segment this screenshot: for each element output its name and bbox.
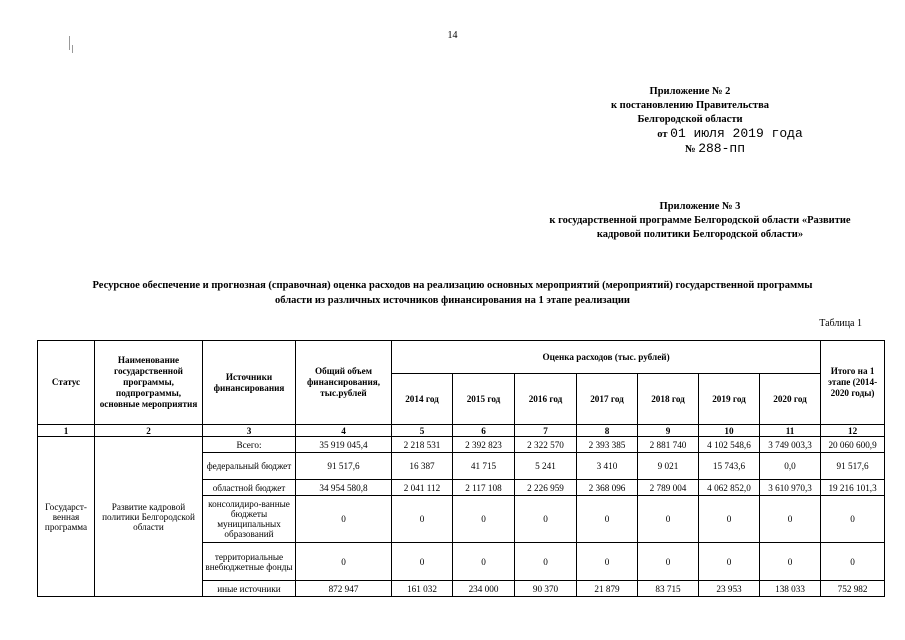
year-cell: 16 387 — [392, 453, 453, 480]
year-cell: 0 — [392, 543, 453, 581]
appendix-2-line2: к постановлению Правительства — [610, 100, 770, 111]
appendix-3-line3: кадровой политики Белгородской области» — [596, 229, 804, 240]
header-sources: Источники финансирования — [203, 341, 296, 425]
date-prefix: от — [657, 129, 668, 140]
year-cell: 4 062 852,0 — [699, 480, 760, 496]
year-cell: 0 — [638, 496, 699, 543]
year-cell: 2 117 108 — [453, 480, 515, 496]
year-cell: 2 393 385 — [577, 437, 638, 453]
col-number: 11 — [760, 425, 821, 437]
number-value: 288-пп — [698, 141, 745, 156]
header-status: Статус — [38, 341, 95, 425]
year-cell: 138 033 — [760, 581, 821, 597]
year-cell: 0 — [760, 496, 821, 543]
table-label: Таблица 1 — [819, 318, 862, 329]
year-cell: 2 218 531 — [392, 437, 453, 453]
year-cell: 0 — [577, 496, 638, 543]
stage-total-cell: 20 060 600,9 — [821, 437, 885, 453]
year-cell: 2 881 740 — [638, 437, 699, 453]
header-year: 2016 год — [515, 374, 577, 425]
col-number: 9 — [638, 425, 699, 437]
appendix-3-line2: к государственной программе Белгородской области «Развитие — [549, 215, 851, 226]
appendix-2-date — [560, 127, 820, 142]
year-cell: 15 743,6 — [699, 453, 760, 480]
total-cell: 0 — [296, 543, 392, 581]
year-cell: 0 — [515, 496, 577, 543]
year-cell: 0 — [699, 543, 760, 581]
col-number: 8 — [577, 425, 638, 437]
year-cell: 3 610 970,3 — [760, 480, 821, 496]
date-value: 01 июля 2019 года — [670, 126, 803, 141]
appendix-2-title: Приложение № 2 — [649, 86, 731, 97]
year-cell: 21 879 — [577, 581, 638, 597]
col-number: 12 — [821, 425, 885, 437]
appendix-3-block — [520, 200, 880, 242]
header-year: 2014 год — [392, 374, 453, 425]
year-cell: 3 749 003,3 — [760, 437, 821, 453]
scan-mark — [69, 36, 70, 50]
column-numbers-row — [38, 425, 885, 437]
year-cell: 0 — [638, 543, 699, 581]
source-cell: федеральный бюджет — [203, 453, 296, 480]
col-number: 3 — [203, 425, 296, 437]
year-cell: 0 — [760, 543, 821, 581]
header-stage-total: Итого на 1 этапе (2014-2020 годы) — [821, 341, 885, 425]
year-cell: 0,0 — [760, 453, 821, 480]
year-cell: 41 715 — [453, 453, 515, 480]
year-cell: 234 000 — [453, 581, 515, 597]
year-cell: 4 102 548,6 — [699, 437, 760, 453]
header-name: Наименование государственной программы, подпрограммы, основные мероприятия — [95, 341, 203, 425]
appendix-2-line3: Белгородской области — [637, 114, 743, 125]
total-cell: 91 517,6 — [296, 453, 392, 480]
appendix-3-title: Приложение № 3 — [659, 201, 741, 212]
year-cell: 2 226 959 — [515, 480, 577, 496]
header-year: 2015 год — [453, 374, 515, 425]
header-year: 2018 год — [638, 374, 699, 425]
stage-total-cell: 19 216 101,3 — [821, 480, 885, 496]
year-cell: 5 241 — [515, 453, 577, 480]
appendix-2-number — [560, 142, 820, 157]
total-cell: 35 919 045,4 — [296, 437, 392, 453]
year-cell: 0 — [392, 496, 453, 543]
total-cell: 872 947 — [296, 581, 392, 597]
year-cell: 0 — [453, 496, 515, 543]
source-cell: территориальные внебюджетные фонды — [203, 543, 296, 581]
page-number: 14 — [447, 30, 458, 41]
stage-total-cell: 0 — [821, 543, 885, 581]
total-cell: 0 — [296, 496, 392, 543]
program-name-cell: Развитие кадровой политики Белгородской области — [95, 437, 203, 597]
year-cell: 0 — [453, 543, 515, 581]
year-cell: 83 715 — [638, 581, 699, 597]
col-number: 6 — [453, 425, 515, 437]
source-cell: иные источники — [203, 581, 296, 597]
stage-total-cell: 0 — [821, 496, 885, 543]
year-cell: 90 370 — [515, 581, 577, 597]
resource-table — [37, 340, 885, 597]
year-cell: 2 322 570 — [515, 437, 577, 453]
header-total: Общий объем финансирования, тыс.рублей — [296, 341, 392, 425]
header-year: 2020 год — [760, 374, 821, 425]
year-cell: 2 368 096 — [577, 480, 638, 496]
year-cell: 0 — [699, 496, 760, 543]
header-year: 2019 год — [699, 374, 760, 425]
stage-total-cell: 752 982 — [821, 581, 885, 597]
col-number: 5 — [392, 425, 453, 437]
document-title — [20, 278, 885, 308]
source-cell: консолидиро-ванные бюджеты муниципальных образований — [203, 496, 296, 543]
col-number: 1 — [38, 425, 95, 437]
col-number: 10 — [699, 425, 760, 437]
status-cell: Государст-венная программа — [38, 437, 95, 597]
source-cell: Всего: — [203, 437, 296, 453]
year-cell: 0 — [515, 543, 577, 581]
title-line1: Ресурсное обеспечение и прогнозная (справочная) оценка расходов на реализацию основных мероприятий (мероприятий) государственной программы — [92, 280, 813, 291]
year-cell: 3 410 — [577, 453, 638, 480]
header-year: 2017 год — [577, 374, 638, 425]
number-prefix: № — [685, 144, 696, 155]
year-cell: 2 041 112 — [392, 480, 453, 496]
year-cell: 2 789 004 — [638, 480, 699, 496]
year-cell: 9 021 — [638, 453, 699, 480]
col-number: 2 — [95, 425, 203, 437]
source-cell: областной бюджет — [203, 480, 296, 496]
header-estimate: Оценка расходов (тыс. рублей) — [392, 341, 821, 374]
table-row — [38, 437, 885, 453]
year-cell: 161 032 — [392, 581, 453, 597]
year-cell: 2 392 823 — [453, 437, 515, 453]
title-line2: области из различных источников финансирования на 1 этапе реализации — [275, 295, 630, 306]
year-cell: 23 953 — [699, 581, 760, 597]
appendix-2-block — [560, 85, 820, 157]
stage-total-cell: 91 517,6 — [821, 453, 885, 480]
col-number: 7 — [515, 425, 577, 437]
year-cell: 0 — [577, 543, 638, 581]
total-cell: 34 954 580,8 — [296, 480, 392, 496]
scan-mark — [72, 45, 73, 53]
col-number: 4 — [296, 425, 392, 437]
